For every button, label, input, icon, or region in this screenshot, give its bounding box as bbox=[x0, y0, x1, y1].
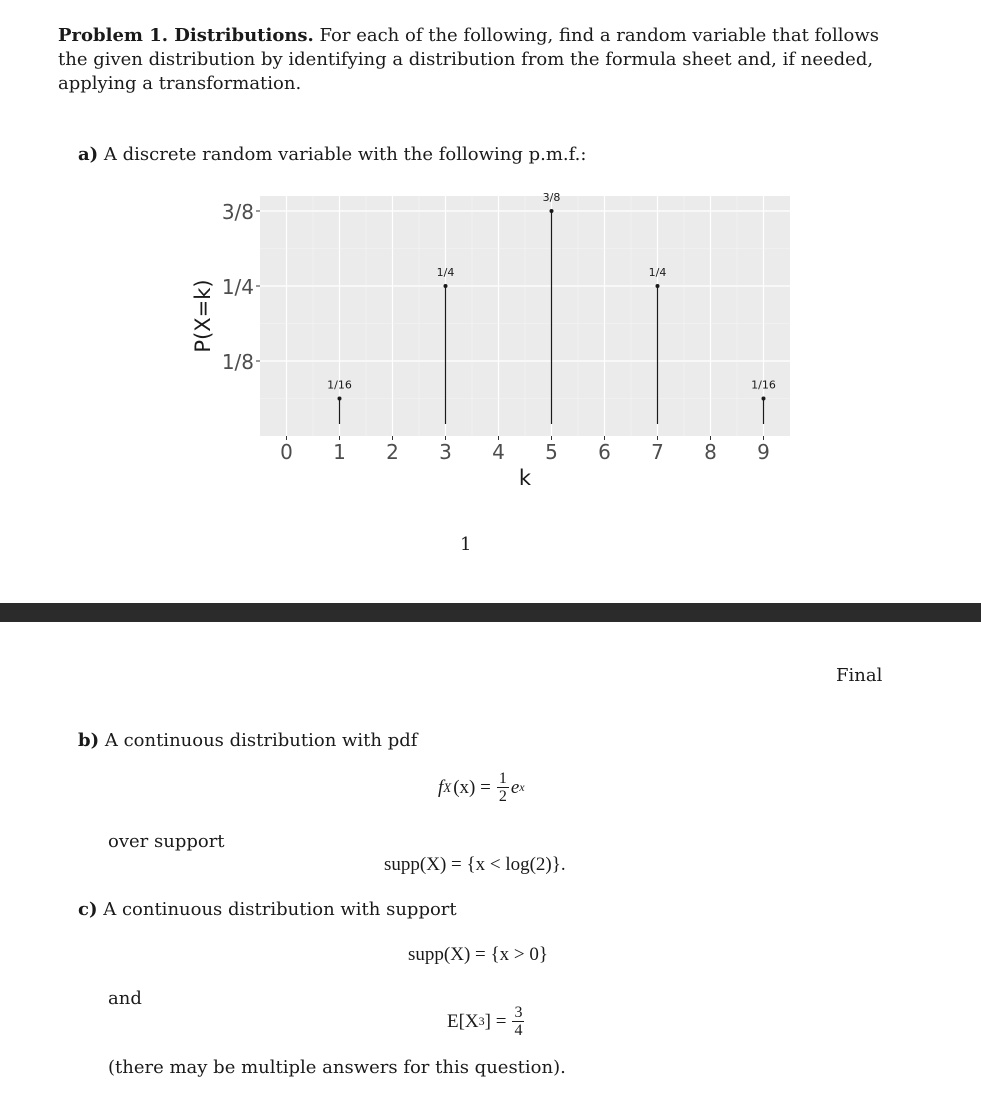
moment-fraction bbox=[512, 1004, 524, 1039]
y-tick-label: 1/8 bbox=[221, 350, 254, 374]
pdf-exp-power: x bbox=[519, 780, 525, 794]
stem-point bbox=[550, 209, 554, 213]
x-tick-label: 5 bbox=[545, 440, 558, 464]
stem-point bbox=[338, 397, 342, 401]
x-tick-label: 3 bbox=[439, 440, 452, 464]
page-divider bbox=[0, 603, 981, 622]
y-tick-label: 3/8 bbox=[221, 200, 254, 224]
x-tick-label: 9 bbox=[757, 440, 770, 464]
and-text: and bbox=[108, 988, 142, 1009]
pdf-exp-base: e bbox=[510, 776, 520, 798]
part-c-text: A continuous distribution with support bbox=[103, 899, 457, 920]
multiple-answers-note: (there may be multiple answers for this question). bbox=[108, 1057, 566, 1078]
pdf-argument: (x) = bbox=[453, 776, 491, 798]
moment-power: 3 bbox=[478, 1014, 485, 1028]
problem-title: Problem 1. Distributions. bbox=[58, 25, 314, 46]
stem-value-label: 3/8 bbox=[542, 191, 561, 204]
x-tick-label: 7 bbox=[651, 440, 664, 464]
part-a bbox=[78, 143, 586, 167]
x-tick-label: 2 bbox=[386, 440, 399, 464]
pdf-subscript: X bbox=[443, 779, 452, 795]
stem-point bbox=[444, 284, 448, 288]
support-b: supp(X) = {x < log(2)}. bbox=[384, 854, 566, 875]
pdf-f: f bbox=[438, 776, 444, 798]
part-b-text: A continuous distribution with pdf bbox=[104, 730, 418, 751]
stem-value-label: 1/16 bbox=[327, 378, 352, 392]
pdf-denominator: 2 bbox=[498, 788, 507, 805]
part-a-text: A discrete random variable with the following p.m.f.: bbox=[103, 144, 587, 165]
y-axis-title: P(X=k) bbox=[191, 279, 215, 353]
page-number: 1 bbox=[460, 534, 472, 555]
stem-value-label: 1/16 bbox=[751, 378, 776, 392]
part-c-label: c) bbox=[78, 899, 98, 920]
stem-point bbox=[762, 397, 766, 401]
x-tick-label: 6 bbox=[598, 440, 611, 464]
stem-value-label: 1/4 bbox=[436, 266, 455, 279]
stem-point bbox=[656, 284, 660, 288]
part-b bbox=[78, 729, 417, 753]
moment-denominator: 4 bbox=[514, 1022, 523, 1039]
moment-numerator: 3 bbox=[514, 1004, 523, 1021]
part-a-label: a) bbox=[78, 144, 99, 165]
x-tick-label: 8 bbox=[704, 440, 717, 464]
pdf-fraction bbox=[497, 770, 509, 805]
moment-equation bbox=[447, 1004, 526, 1039]
x-axis-title: k bbox=[518, 466, 532, 490]
problem-statement bbox=[58, 24, 883, 96]
pdf-equation bbox=[438, 770, 525, 805]
support-c: supp(X) = {x > 0} bbox=[408, 944, 548, 965]
moment-lhs: E[X bbox=[447, 1010, 479, 1032]
moment-rhs: ] = bbox=[484, 1010, 507, 1032]
x-tick-label: 1 bbox=[333, 440, 346, 464]
header-final: Final bbox=[836, 665, 883, 686]
over-support-text: over support bbox=[108, 831, 225, 852]
problem-text: For each of the following, find a random variable that follows the given distribution by identifying a distribution from the formula sheet and, if needed, applying a transformation. bbox=[58, 25, 880, 94]
x-tick-label: 4 bbox=[492, 440, 505, 464]
part-b-label: b) bbox=[78, 730, 100, 751]
y-tick-label: 1/4 bbox=[221, 275, 254, 299]
stem-value-label: 1/4 bbox=[648, 266, 667, 279]
x-tick-label: 0 bbox=[280, 440, 293, 464]
pdf-numerator: 1 bbox=[498, 770, 507, 787]
pmf-chart bbox=[0, 190, 981, 500]
part-c bbox=[78, 898, 457, 922]
